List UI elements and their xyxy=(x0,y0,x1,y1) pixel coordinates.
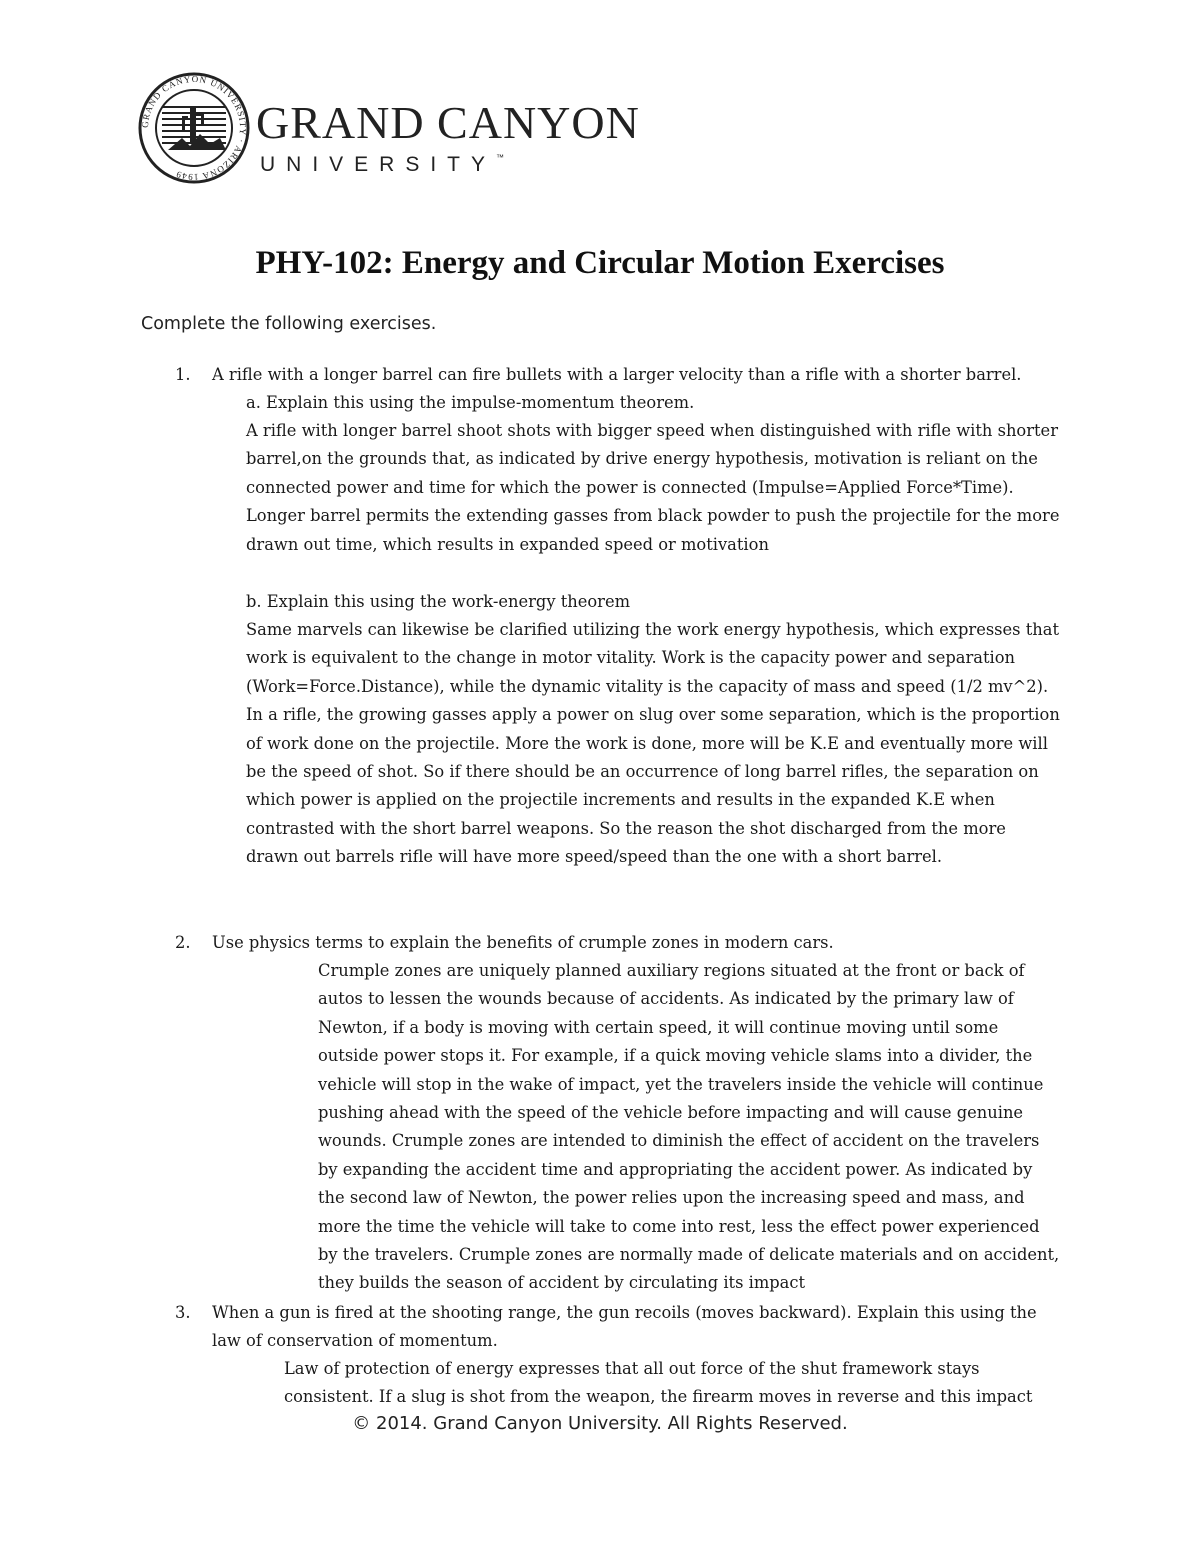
university-seal-icon xyxy=(138,72,250,184)
question-2-answer: Crumple zones are uniquely planned auxiliary regions situated at the front or back of autos to lessen the wounds because of accidents. As indicated by the primary law of Newton, if a body is moving with certain speed, it will continue moving until some outside power stops it. For example, if a quick moving vehicle slams into a divider, the vehicle will stop in the wake of impact, yet the travelers inside the vehicle will continue pushing ahead with the speed of the vehicle before impacting and will cause genuine wounds. Crumple zones are intended to diminish the effect of accident on the travelers by expanding the accident time and appropriating the accident power. As indicated by the second law of Newton, the power relies upon the increasing speed and mass, and more the time the vehicle will take to come into rest, less the effect power experienced by the travelers. Crumple zones are normally made of delicate materials and on accident, they builds the season of accident by circulating its impact xyxy=(318,961,1060,1293)
question-1b-answer: Same marvels can likewise be clarified utilizing the work energy hypothesis, which expresses that work is equivalent to the change in motor vitality. Work is the capacity power and separation (Work=Force.Distance), while the dynamic vitality is the capacity of mass and speed (1/2 mv^2). In a rifle, the growing gasses apply a power on slug over some separation, which is the proportion of work done on the projectile. More the work is done, more will be K.E and eventually more will be the speed of shot. So if there should be an occurrence of long barrel rifles, the separation on which power is applied on the projectile increments and results in the expanded K.E when contrasted with the short barrel weapons. So the reason the shot discharged from the more drawn out barrels rifle will have more speed/speed than the one with a short barrel. xyxy=(246,620,1060,867)
question-1-number: 1. xyxy=(175,365,191,384)
university-name: GRAND CANYON xyxy=(256,97,640,148)
university-logo xyxy=(138,72,640,192)
seal-text: GRAND CANYON UNIVERSITY · ARIZONA 1949 xyxy=(139,73,249,183)
question-1b-prompt: b. Explain this using the work-energy theorem xyxy=(246,592,631,611)
question-2-text: Use physics terms to explain the benefits of crumple zones in modern cars. xyxy=(212,933,834,952)
instructions: Complete the following exercises. xyxy=(141,314,437,334)
question-1-text: A rifle with a longer barrel can fire bullets with a larger velocity than a rifle with a shorter barrel. xyxy=(212,365,1022,384)
page-title: PHY-102: Energy and Circular Motion Exercises xyxy=(255,245,945,281)
question-3-text: When a gun is fired at the shooting range, the gun recoils (moves backward). Explain this using the law of conservation of momentum. xyxy=(212,1303,1037,1351)
question-1a-prompt: a. Explain this using the impulse-momentum theorem. xyxy=(246,393,695,412)
copyright-footer: © 2014. Grand Canyon University. All Rights Reserved. xyxy=(352,1413,848,1434)
question-1a-answer: A rifle with longer barrel shoot shots with bigger speed when distinguished with rifle with shorter barrel,on the grounds that, as indicated by drive energy hypothesis, motivation is reliant on the connected power and time for which the power is connected (Impulse=Applied Force*Time). Longer barrel permits the extending gasses from black powder to push the projectile for the more drawn out time, which results in expanded speed or motivation xyxy=(246,421,1060,554)
question-3-answer: Law of protection of energy expresses that all out force of the shut framework stays consistent. If a slug is shot from the weapon, the firearm moves in reverse and this impact xyxy=(284,1359,1033,1407)
question-3-number: 3. xyxy=(175,1303,191,1322)
question-2-number: 2. xyxy=(175,933,191,952)
university-subtitle: UNIVERSITY™ xyxy=(260,153,505,176)
